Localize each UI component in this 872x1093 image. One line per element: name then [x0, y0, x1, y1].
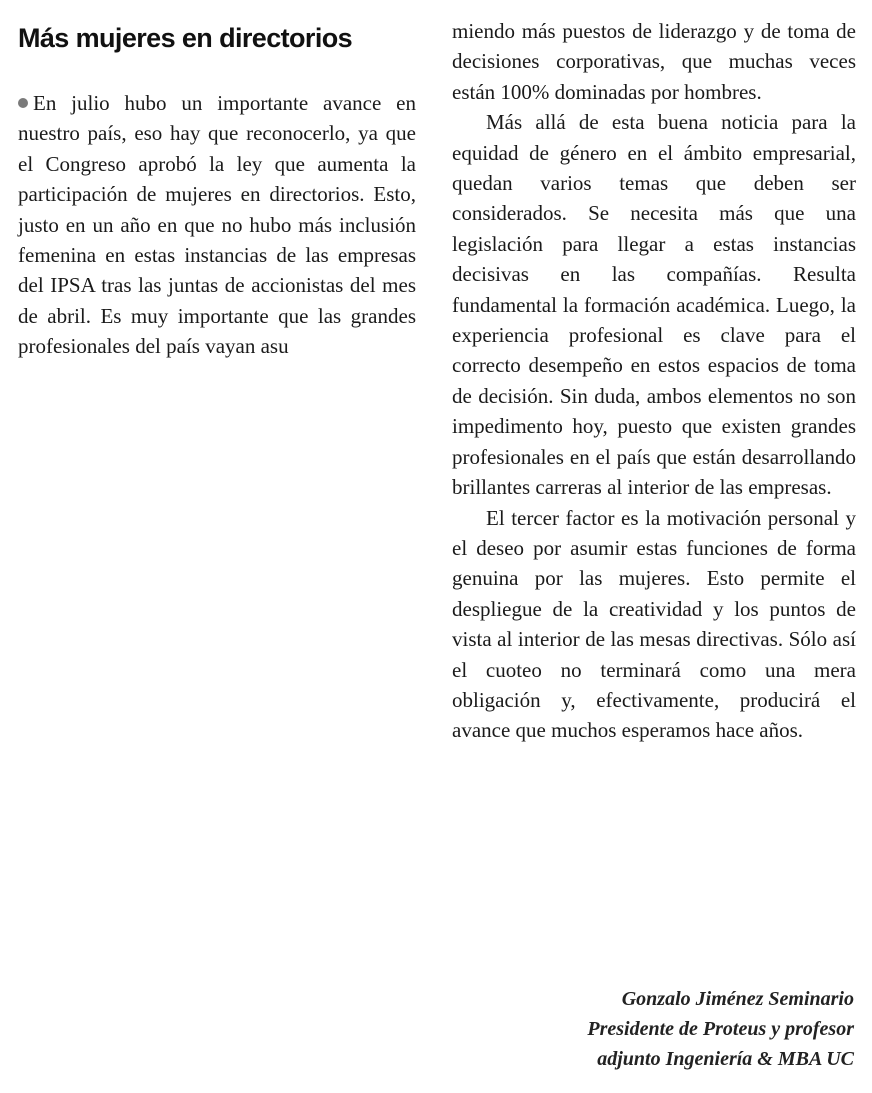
author-name: Gonzalo Jiménez Seminario: [621, 988, 854, 1010]
paragraph-1: [18, 88, 416, 362]
author-title-line-1: Presidente de Proteus y profesor: [587, 1018, 854, 1040]
bullet-dot-icon: [18, 98, 28, 108]
author-signature: [454, 984, 854, 1074]
paragraph-1-text: En julio hubo un importante avance en nuestro país, eso hay que reconocerlo, ya que el Congreso aprobó la ley que aumenta la participación de mujeres en directorios. Esto, justo en un año en que no hubo más inclusión femenina en estas instancias de las empresas del IPSA tras las juntas de accionistas del mes de abril. Es muy importante que las grandes profesionales del país vayan asu: [18, 91, 416, 359]
right-column: [452, 16, 856, 746]
left-column: [18, 88, 416, 362]
paragraph-1-continuation: miendo más puestos de liderazgo y de toma de decisiones corporativas, que muchas veces están 100% dominadas por hombres.: [452, 19, 856, 104]
paragraph-3: El tercer factor es la motivación personal y el deseo por asumir estas funciones de forma genuina por las mujeres. Esto permite el despliegue de la creatividad y los puntos de vista al interior de las mesas directivas. Sólo así el cuoteo no terminará como una mera obligación y, efectivamente, producirá el avance que muchos esperamos hace años.: [452, 505, 856, 743]
paragraph-2: Más allá de esta buena noticia para la equidad de género en el ámbito empresarial, quedan varios temas que deben ser considerados. Se necesita más que una legislación para llegar a estas instancias decisivas en las compañías. Resulta fundamental la formación académica. Luego, la experiencia profesional es clave para el correcto desempeño en estos espacios de toma de decisión. Sin duda, ambos elementos no son impedimento hoy, puesto que existen grandes profesionales en el país que están desarrollando brillantes carreras al interior de las empresas.: [452, 110, 856, 500]
author-title-line-2: adjunto Ingeniería & MBA UC: [597, 1048, 854, 1070]
article-headline: Más mujeres en directorios: [18, 23, 353, 53]
